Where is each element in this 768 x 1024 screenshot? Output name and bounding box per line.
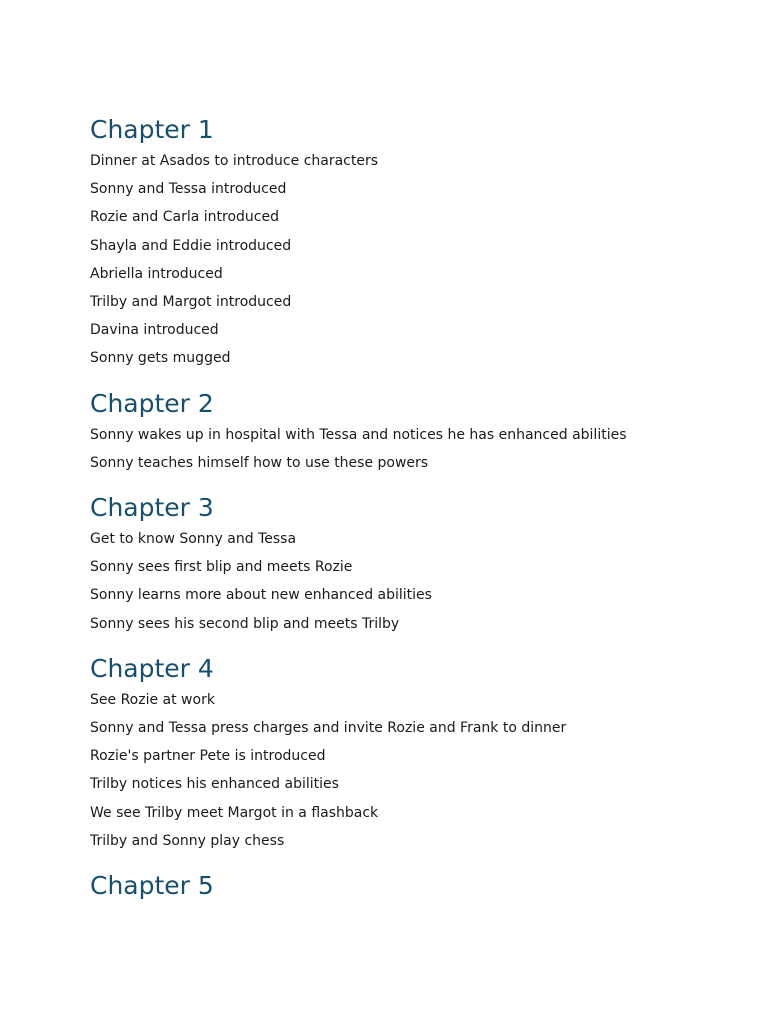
chapter-lines — [90, 525, 730, 638]
outline-line: We see Trilby meet Margot in a flashback — [90, 804, 379, 821]
outline-line: Sonny and Tessa introduced — [90, 181, 287, 198]
outline-line: Davina introduced — [90, 322, 219, 339]
outline-line: Sonny wakes up in hospital with Tessa and notices he has enhanced abilities — [90, 426, 627, 443]
chapter-section — [90, 114, 730, 373]
chapter-section — [90, 388, 730, 477]
outline-line: Trilby notices his enhanced abilities — [90, 776, 339, 793]
chapter-section — [90, 653, 730, 855]
chapter-section — [90, 870, 730, 902]
chapter-heading: Chapter 2 — [90, 388, 214, 418]
outline-line: Sonny sees his second blip and meets Trilby — [90, 615, 400, 632]
chapter-heading: Chapter 1 — [90, 115, 214, 144]
document-page — [90, 114, 730, 917]
outline-line: Sonny teaches himself how to use these powers — [90, 454, 429, 471]
outline-line: Trilby and Sonny play chess — [90, 832, 285, 849]
outline-line: Sonny gets mugged — [90, 350, 231, 367]
chapter-lines — [90, 147, 730, 373]
outline-line: See Rozie at work — [90, 691, 215, 708]
outline-line: Get to know Sonny and Tessa — [90, 531, 297, 548]
chapter-section — [90, 492, 730, 638]
outline-line: Abriella introduced — [90, 265, 223, 282]
chapter-lines — [90, 686, 730, 855]
outline-line: Sonny and Tessa press charges and invite Rozie and Frank to dinner — [90, 720, 567, 737]
outline-line: Trilby and Margot introduced — [90, 294, 292, 311]
outline-line: Rozie's partner Pete is introduced — [90, 748, 326, 765]
outline-line: Shayla and Eddie introduced — [90, 237, 292, 254]
outline-line: Rozie and Carla introduced — [90, 209, 280, 226]
outline-line: Sonny learns more about new enhanced abilities — [90, 587, 432, 604]
outline-line: Sonny sees first blip and meets Rozie — [90, 559, 353, 576]
chapter-heading: Chapter 3 — [90, 493, 214, 523]
chapter-lines — [90, 421, 730, 477]
outline-line: Dinner at Asados to introduce characters — [90, 153, 379, 169]
chapter-heading: Chapter 5 — [90, 871, 214, 901]
chapter-heading: Chapter 4 — [90, 653, 214, 683]
